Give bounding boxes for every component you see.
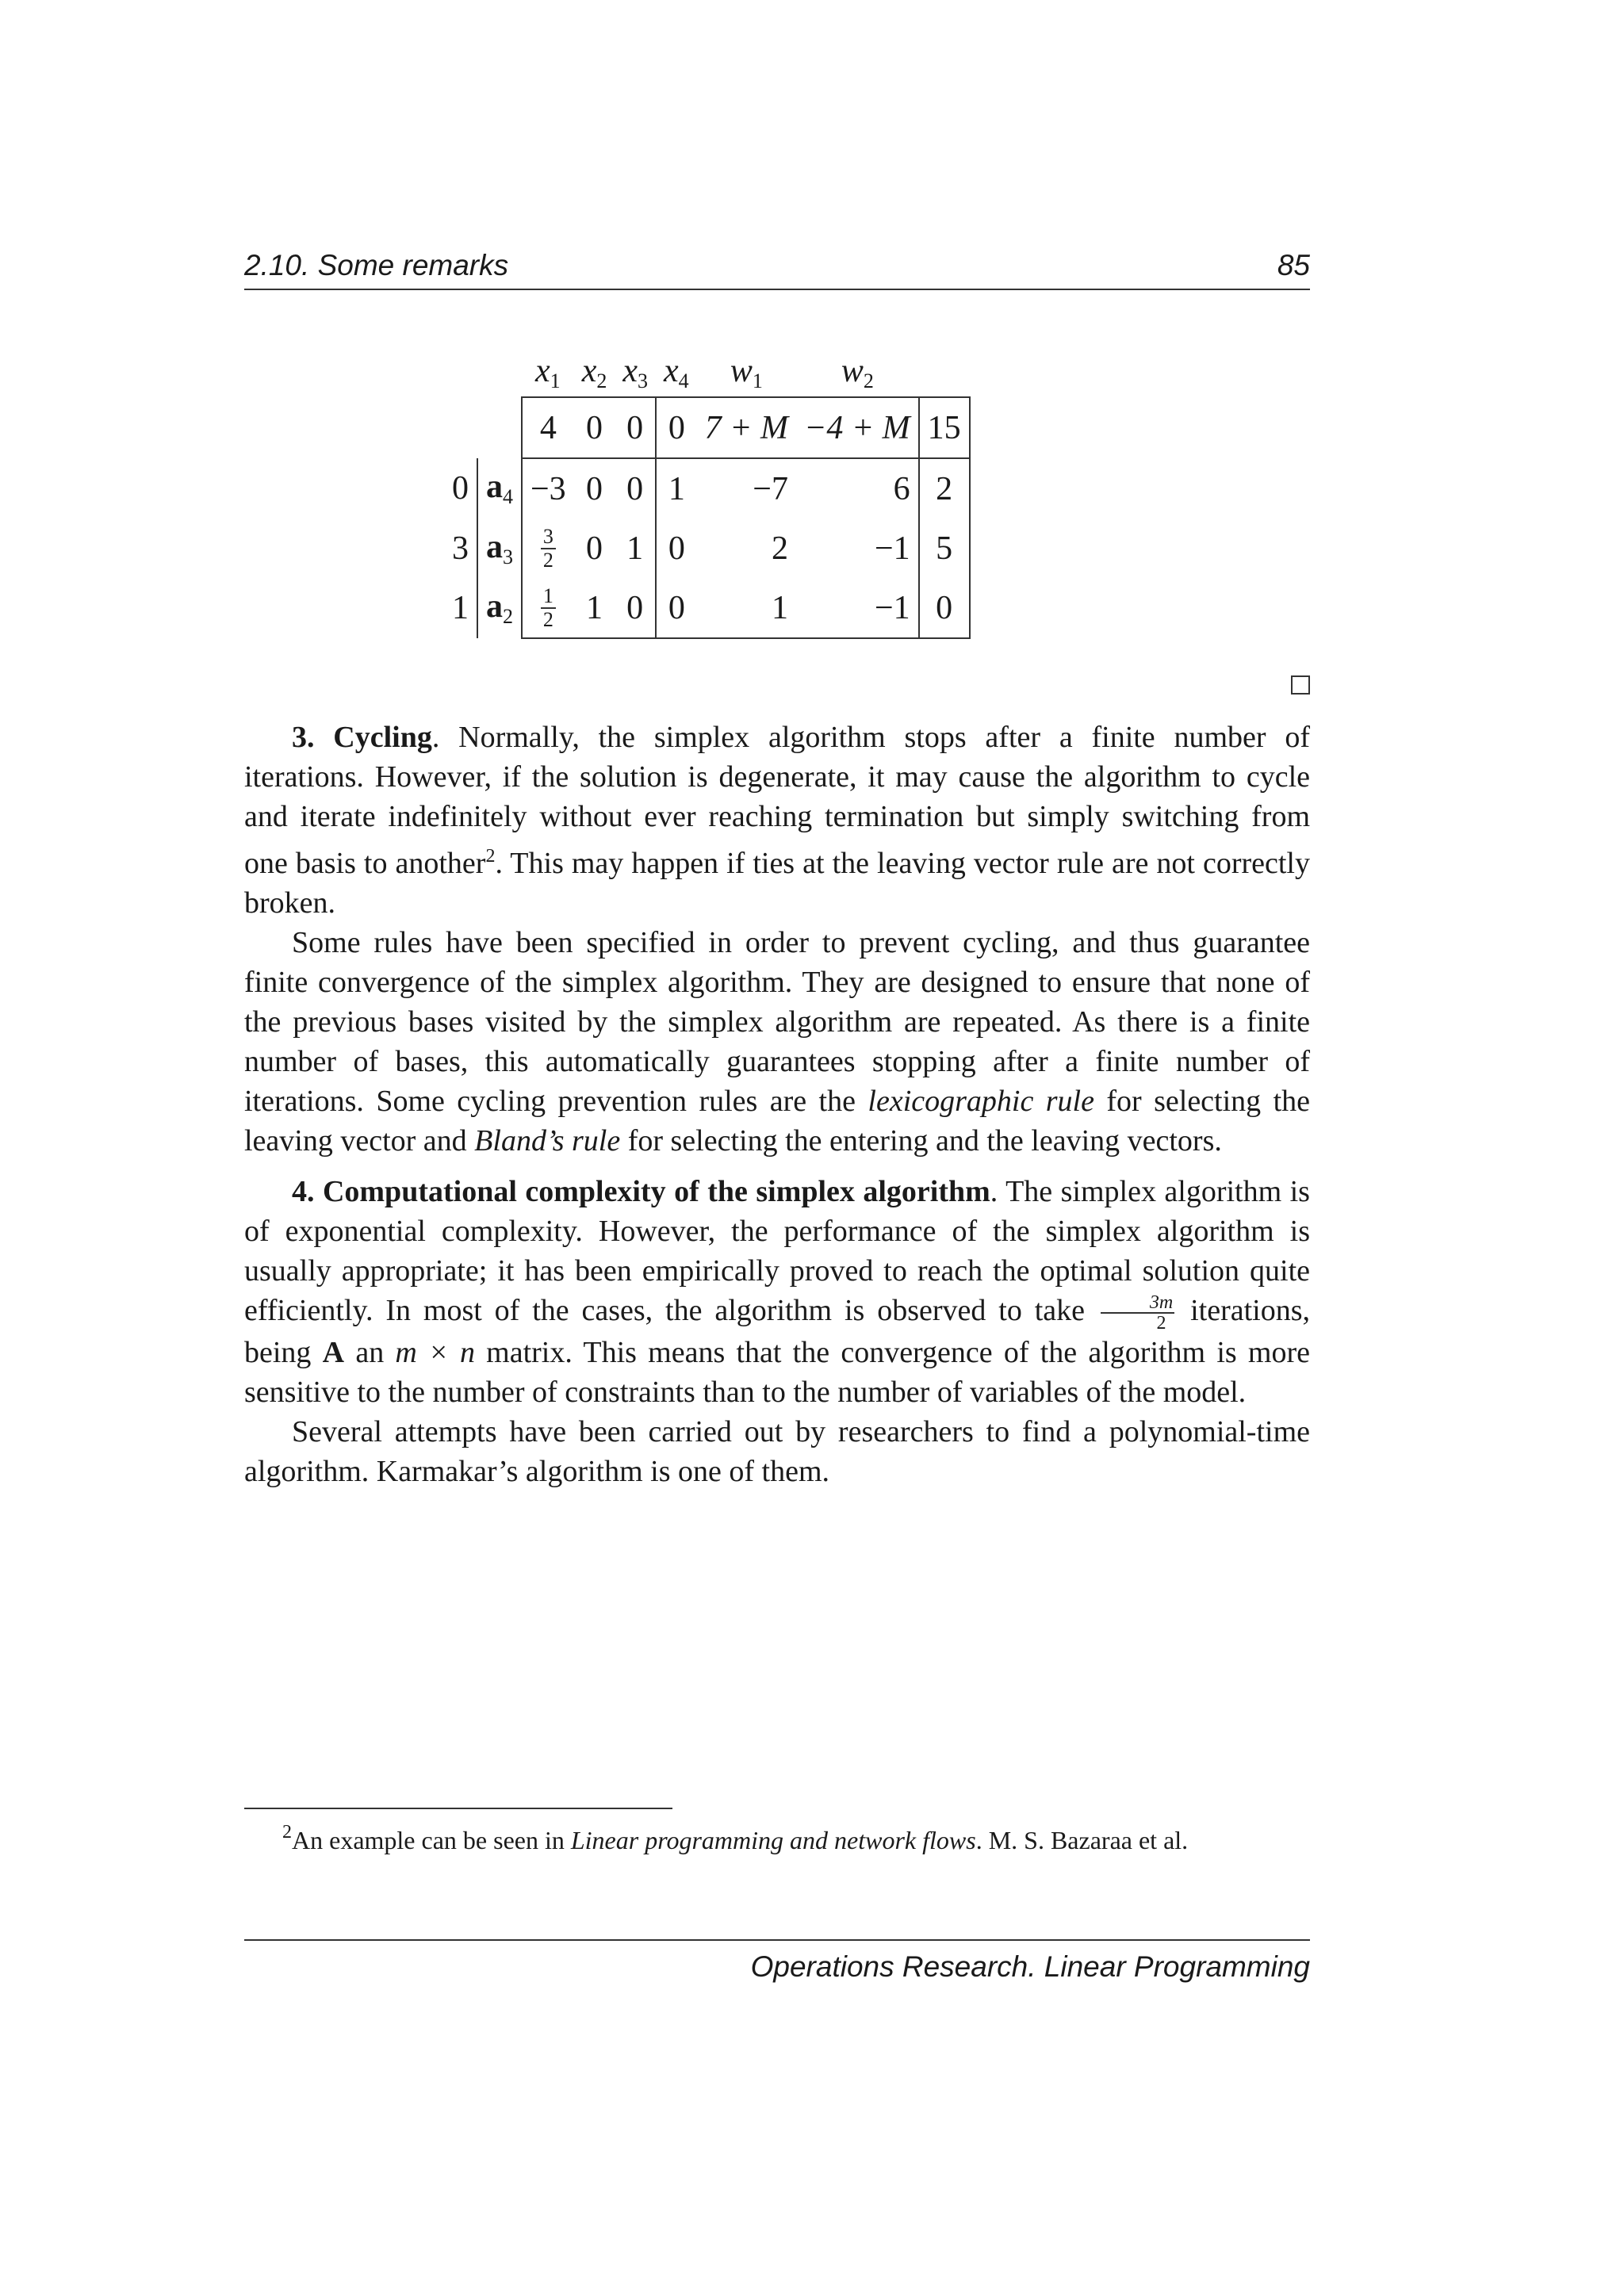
table-cell: 7 + M <box>697 397 796 458</box>
table-cell: 0 <box>656 397 697 458</box>
footnote-ref: 2 <box>485 846 496 867</box>
table-cell: −4 + M <box>796 397 919 458</box>
table-cell: 0 <box>919 578 970 638</box>
basis-cell: $a_4$ <box>477 458 522 519</box>
table-cell: 0 <box>615 458 656 519</box>
table-cell-fraction: $\frac{3}{2}$ <box>522 519 574 578</box>
paragraph-complexity: 4. Computational complexity of the simplex algorithm. The simplex algorithm is of exponential complexity. However, the performance of the simplex algorithm is usually appropriate; it has been empirically proved to reach the optimal solution quite efficiently. In most of the cases, the algorithm is observed to take $\frac{3m}{2}$ iterations, being A an m × n matrix. This means that the convergence of the algorithm is more sensitive to the number of constraints than to the number of variables of the model. <box>244 1175 1311 1410</box>
table-cell: 1 <box>574 578 615 638</box>
table-cell: 0 <box>615 578 656 638</box>
table-cell: −3 <box>522 458 574 519</box>
body-text <box>244 718 1310 1491</box>
table-cell: 4 <box>522 397 574 458</box>
paragraph-polynomial: Several attempts have been carried out by researchers to find a polynomial-time algorithm. Karmakar’s algorithm is one of them. <box>244 1415 1310 1489</box>
table-cell: 0 <box>656 578 697 638</box>
table-row <box>444 578 970 638</box>
table-cell: −1 <box>796 578 919 638</box>
table-cell: 1 <box>697 578 796 638</box>
running-footer: Operations Research. Linear Programming <box>750 1950 1310 1983</box>
col-header-w2: $w_2$ <box>841 353 874 392</box>
table-cell-fraction: $\frac{1}{2}$ <box>522 578 574 638</box>
header-rule <box>244 289 1310 290</box>
objective-row <box>444 397 970 458</box>
table-cell: 1 <box>656 458 697 519</box>
cost-cell: 3 <box>444 519 477 578</box>
footnote-rule <box>244 1808 672 1809</box>
footnote: $^2$An example can be seen in Linear programming and network flows. M. S. Bazaraa et al. <box>282 1822 1189 1854</box>
basis-cell: $a_2$ <box>477 578 522 638</box>
table-cell: 6 <box>796 458 919 519</box>
inline-fraction: $\frac{3m}{2}$ <box>1101 1293 1174 1333</box>
table-cell: −7 <box>697 458 796 519</box>
col-header-w1: $w_1$ <box>730 353 763 392</box>
table-cell: 15 <box>919 397 970 458</box>
table-cell: 5 <box>919 519 970 578</box>
table-cell: 0 <box>574 458 615 519</box>
col-header-x4: $x_4$ <box>664 353 689 392</box>
table-cell: 1 <box>615 519 656 578</box>
table-cell: 0 <box>668 530 685 567</box>
table-cell: 2 <box>771 530 788 567</box>
table-cell: 0 <box>615 397 656 458</box>
table-row <box>444 458 970 519</box>
simplex-tableau <box>444 349 1126 639</box>
col-header-x1: $x_1$ <box>535 353 561 392</box>
basis-cell: $a_3$ <box>477 519 522 578</box>
section-title: 2.10. Some remarks <box>244 249 509 281</box>
running-header <box>244 249 1310 289</box>
table-cell: 0 <box>586 530 603 567</box>
page-number: 85 <box>1277 249 1310 281</box>
paragraph-cycling: 3. Cycling. Normally, the simplex algorithm stops after a finite number of iterations. However, if the solution is degenerate, it may cause the algorithm to cycle and iterate indefinitely without ever reaching termination but simply switching from one basis to another$^2$. This may happen if ties at the leaving vector rule are not correctly broken. <box>244 721 1310 920</box>
tableau-header-row <box>444 349 970 397</box>
footer-rule <box>244 1939 1310 1941</box>
table-row <box>444 519 970 578</box>
table-cell: 2 <box>919 458 970 519</box>
end-of-proof-square <box>1291 675 1310 695</box>
col-header-x2: $x_2$ <box>581 353 607 392</box>
table-cell: −1 <box>796 519 919 578</box>
col-header-x3: $x_3$ <box>622 353 648 392</box>
paragraph-cycling-prevention: Some rules have been specified in order to prevent cycling, and thus guarantee finite convergence of the simplex algorithm. They are designed to ensure that none of the previous bases visited by the simplex algorithm are repeated. As there is a finite number of bases, this automatically guarantees stopping after a finite number of iterations. Some cycling prevention rules are the lexicographic rule for selecting the leaving vector and Bland’s rule for selecting the entering and the leaving vectors. <box>244 926 1311 1158</box>
cost-cell: 0 <box>444 458 477 519</box>
table-cell: 0 <box>574 397 615 458</box>
cost-cell: 1 <box>444 578 477 638</box>
